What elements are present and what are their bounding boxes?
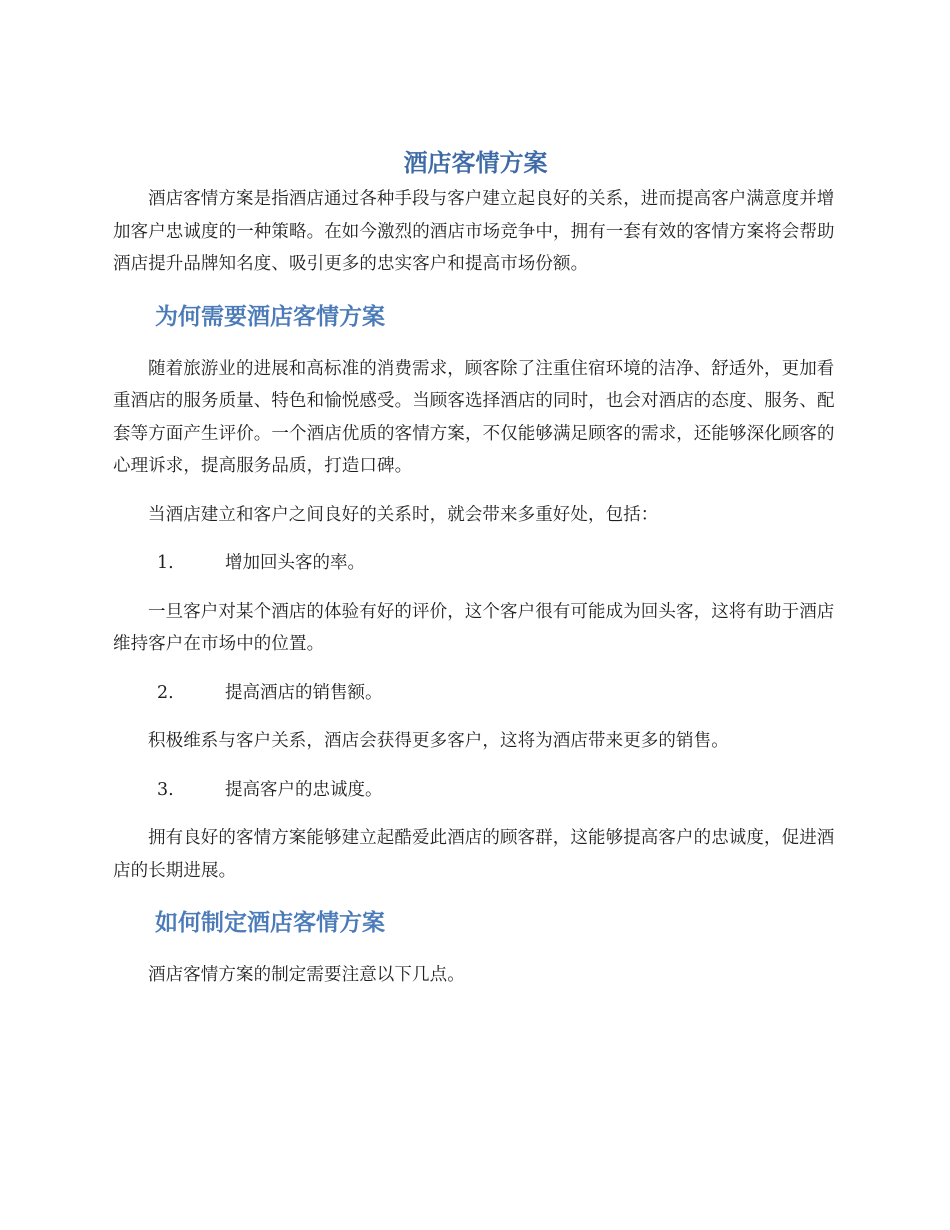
benefit-desc-3: 拥有良好的客情方案能够建立起酷爱此酒店的顾客群，这能够提高客户的忠诚度，促进酒店的长期进展。 [113, 828, 835, 881]
document-title: 酒店客情方案 [403, 149, 548, 177]
benefit-desc-1: 一旦客户对某个酒店的体验有好的评价，这个客户很有可能成为回头客，这将有助于酒店维持客户在市场中的位置。 [113, 601, 835, 654]
benefit-item-1 [113, 547, 838, 580]
benefit-item-3 [113, 774, 838, 807]
benefit-title-1: 增加回头客的率。 [225, 553, 365, 573]
benefit-title-3: 提高客户的忠诚度。 [225, 779, 383, 800]
why-paragraph-2: 当酒店建立和客户之间良好的关系时，就会带来多重好处，包括： [148, 504, 659, 525]
benefit-number-3: 3. [157, 779, 174, 800]
intro-paragraph: 酒店客情方案是指酒店通过各种手段与客户建立起良好的关系，进而提高客户满意度并增加客户忠诚度的一种策略。在如今激烈的酒店市场竞争中，拥有一套有效的客情方案将会帮助酒店提升品牌知名度、吸引更多的忠实客户和提高市场份额。 [113, 189, 835, 274]
benefit-item-2 [113, 677, 838, 710]
benefit-number-1: 1. [157, 553, 174, 573]
section-heading-why: 为何需要酒店客情方案 [155, 303, 385, 330]
how-paragraph-1: 酒店客情方案的制定需要注意以下几点。 [148, 965, 465, 985]
section-heading-how: 如何制定酒店客情方案 [155, 910, 385, 936]
document-body [113, 143, 838, 992]
benefit-desc-2: 积极维系与客户关系，酒店会获得更多客户，这将为酒店带来更多的销售。 [148, 731, 729, 751]
why-paragraph-1: 随着旅游业的进展和高标准的消费需求，顾客除了注重住宿环境的洁净、舒适外，更加看重酒店的服务质量、特色和愉悦感受。当顾客选择酒店的同时，也会对酒店的态度、服务、配套等方面产生评价。一个酒店优质的客情方案，不仅能够满足顾客的需求，还能够深化顾客的心理诉求，提高服务品质，打造口碑。 [113, 358, 835, 476]
benefit-number-2: 2. [157, 682, 174, 703]
benefit-title-2: 提高酒店的销售额。 [225, 682, 383, 703]
